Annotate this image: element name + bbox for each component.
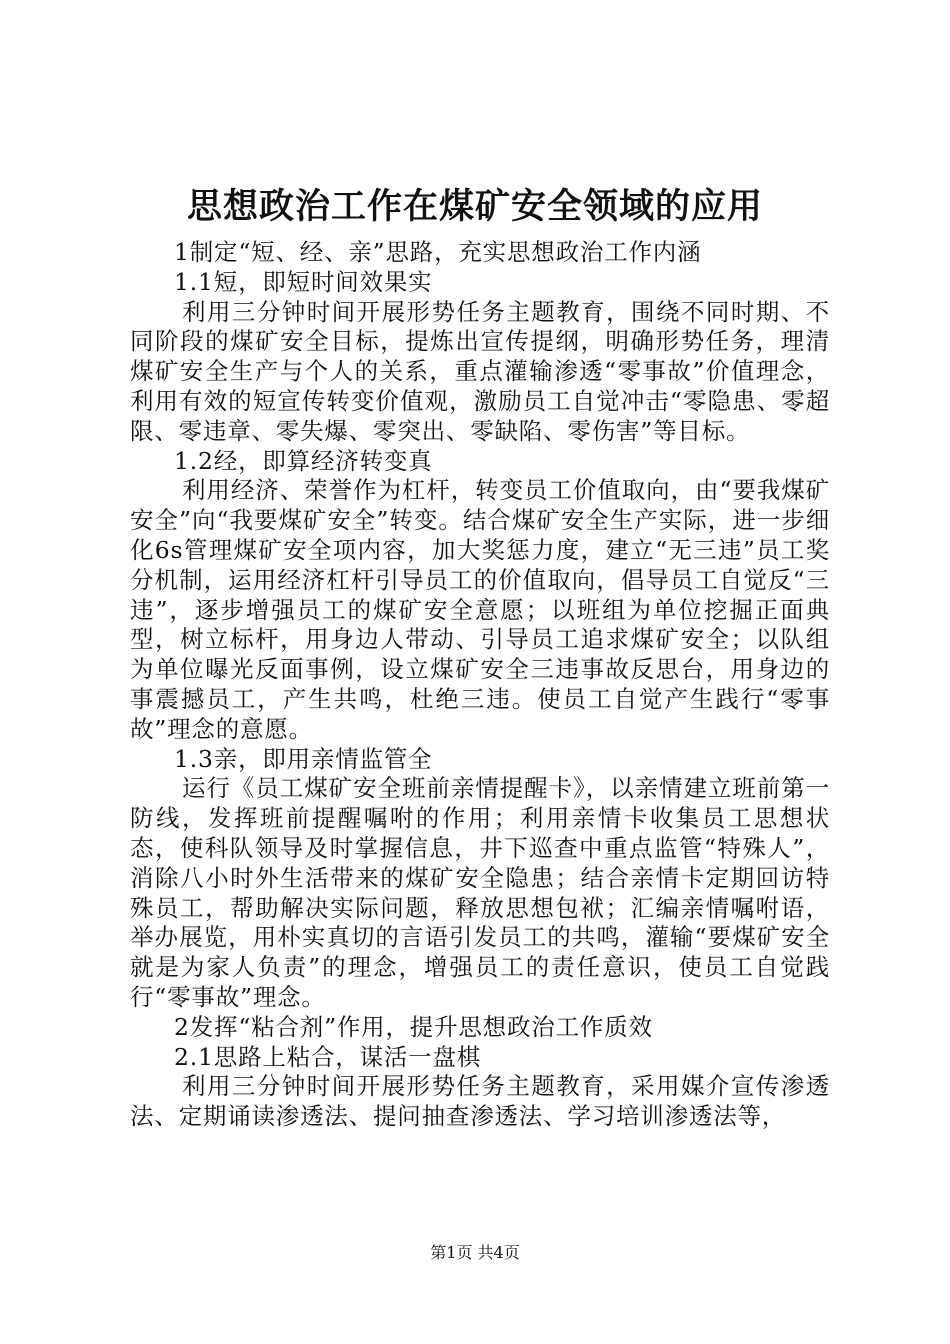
page-footer: 第1页 共4页 xyxy=(430,1243,520,1262)
subsection-heading: 1.2经，即算经济转变真 xyxy=(174,446,433,475)
paragraph: 利用三分钟时间开展形势任务主题教育，围绕不同时期、不同阶段的煤矿安全目标，提炼出宣传提纲，明确形势任务，理清煤矿安全生产与个人的关系，重点灌输渗透“零事故”价值理念，利用有效的短宣传转变价值观，激励员工自觉冲击“零隐患、零超限、零违章、零失爆、零突出、零缺陷、零伤害”等目标。 xyxy=(130,297,830,445)
paragraph: 利用经济、荣誉作为杠杆，转变员工价值取向，由“要我煤矿安全”向“我要煤矿安全”转变。结合煤矿安全生产实际，进一步细化6s管理煤矿安全项内容，加大奖惩力度，建立“无三违”员工奖分机制，运用经济杠杆引导员工的价值取向，倡导员工自觉反“三违”，逐步增强员工的煤矿安全意愿；以班组为单位挖掘正面典型，树立标杆，用身边人带动、引导员工追求煤矿安全；以队组为单位曝光反面事例，设立煤矿安全三违事故反思台，用身边的事震撼员工，产生共鸣，杜绝三违。使员工自觉产生践行“零事故”理念的意愿。 xyxy=(130,476,830,743)
subsection-heading: 1.3亲，即用亲情监管全 xyxy=(174,744,433,773)
subsection-heading: 1.1短，即短时间效果实 xyxy=(174,267,433,296)
section-heading: 2发挥“粘合剂”作用，提升思想政治工作质效 xyxy=(174,1012,653,1041)
paragraph: 利用三分钟时间开展形势任务主题教育，采用媒介宣传渗透法、定期诵读渗透法、提问抽查渗透法、学习培训渗透法等， xyxy=(130,1072,830,1131)
paragraph: 运行《员工煤矿安全班前亲情提醒卡》，以亲情建立班前第一防线，发挥班前提醒嘱咐的作用；利用亲情卡收集员工思想状态，使科队领导及时掌握信息，井下巡查中重点监管“特殊人”，消除八小时外生活带来的煤矿安全隐患；结合亲情卡定期回访特殊员工，帮助解决实际问题，释放思想包袱；汇编亲情嘱咐语，举办展览，用朴实真切的言语引发员工的共鸣，灌输“要煤矿安全就是为家人负责”的理念，增强员工的责任意识，使员工自觉践行“零事故”理念。 xyxy=(130,774,830,1011)
section-heading: 1制定“短、经、亲”思路，充实思想政治工作内涵 xyxy=(174,238,702,266)
document-title: 思想政治工作在煤矿安全领域的应用 xyxy=(186,186,763,227)
subsection-heading: 2.1思路上粘合，谋活一盘棋 xyxy=(174,1042,482,1071)
document-body xyxy=(130,238,830,1132)
